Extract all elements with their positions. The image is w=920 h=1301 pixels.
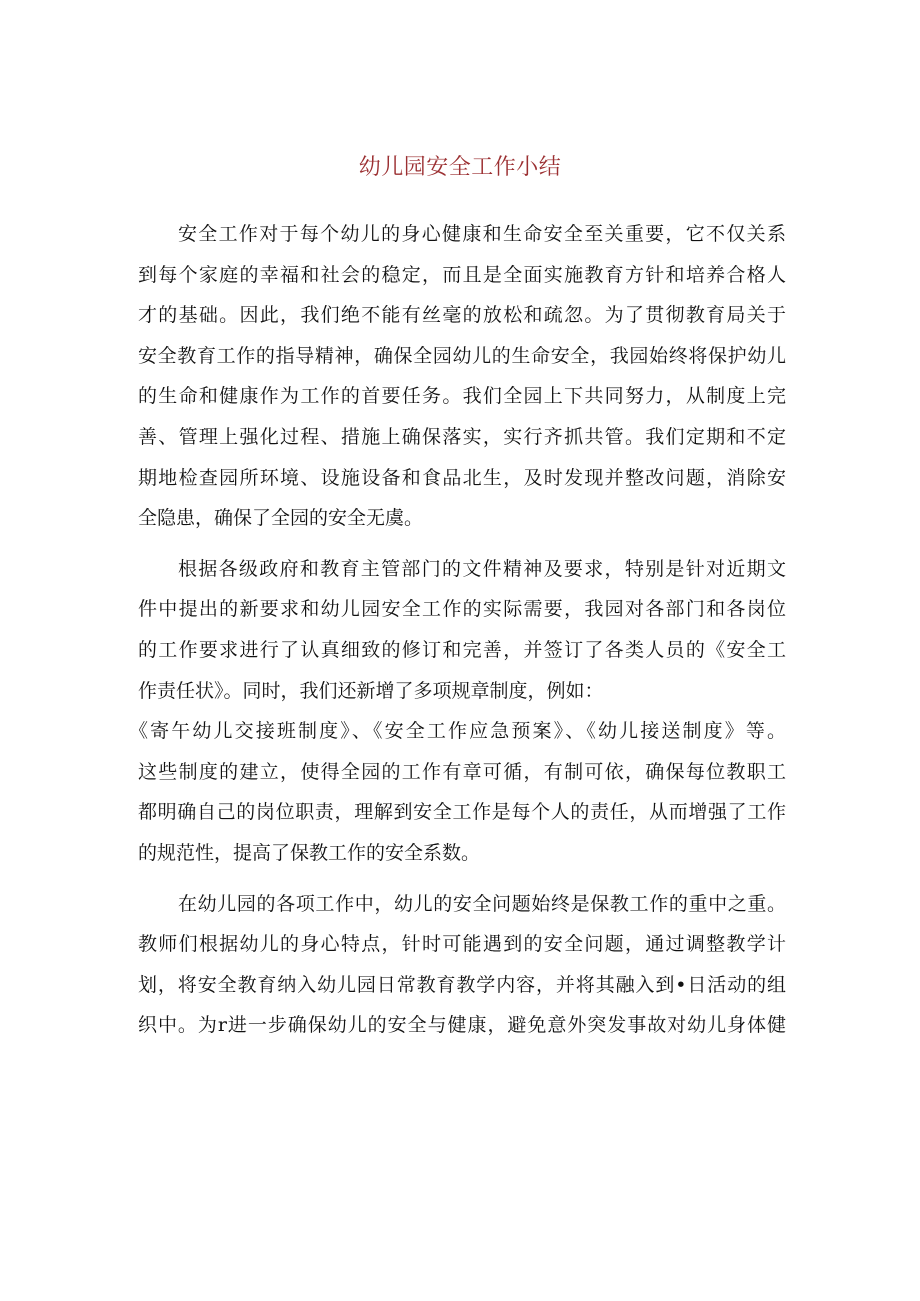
document-title: 幼儿园安全工作小结 xyxy=(358,155,562,180)
text-line: 织中。为r进一步确保幼儿的安全与健康，避免意外突发事故对幼儿身体健 xyxy=(138,1014,786,1037)
text-line: 才的基础。因此，我们绝不能有丝毫的放松和疏忽。为了贯彻教育局关于 xyxy=(138,304,786,327)
text-line: 根据各级政府和教育主管部门的文件精神及要求，特别是针对近期文 xyxy=(178,557,786,580)
document-body xyxy=(129,214,786,1046)
text-line: 的工作要求进行了认真细致的修订和完善，并签订了各类人员的《安全工 xyxy=(138,638,786,661)
text-line: 这些制度的建立，使得全园的工作有章可循，有制可依，确保每位教职工 xyxy=(138,760,786,783)
text-line: 教师们根据幼儿的身心特点，针时可能遇到的安全问题，通过调整教学计 xyxy=(138,933,786,956)
text-line: 善、管理上强化过程、措施上确保落实，实行齐抓共管。我们定期和不定 xyxy=(138,425,786,448)
paragraph-gap xyxy=(138,874,786,884)
paragraph-1 xyxy=(138,214,786,539)
text-line: 在幼儿园的各项工作中，幼儿的安全问题始终是保教工作的重中之重。 xyxy=(178,892,786,915)
text-line: 安全教育工作的指导精神，确保全园幼儿的生命安全，我园始终将保护幼儿 xyxy=(138,344,786,367)
text-line: 的生命和健康作为工作的首要任务。我们全园上下共同努力，从制度上完 xyxy=(138,385,786,408)
text-line: 全隐患，确保了全园的安全无虞。 xyxy=(138,507,424,530)
text-line: 安全工作对于每个幼儿的身心健康和生命安全至关重要，它不仅关系 xyxy=(178,223,786,245)
text-line: 都明确自己的岗位职责，理解到安全工作是每个人的责任，从而增强了工作 xyxy=(138,801,786,824)
paragraph-3 xyxy=(138,884,786,1046)
text-line: 《寄午幼儿交接班制度》、《安全工作应急预案》、《幼儿接送制度》等。 xyxy=(129,720,786,743)
text-line: 的规范性，提高了保教工作的安全系数。 xyxy=(138,841,481,864)
paragraph-2 xyxy=(129,549,786,874)
text-line: 期地检查园所环境、设施设备和食品北生，及时发现并整改问题，消除安 xyxy=(138,466,786,489)
text-line: 作责任状》。同时，我们还新增了多项规章制度，例如： xyxy=(138,679,604,702)
text-line: 件中提出的新要求和幼儿园安全工作的实际需要，我园对各部门和各岗位 xyxy=(138,598,786,621)
text-line: 划，将安全教育纳入幼儿园日常教育教学内容，并将其融入到•日活动的组 xyxy=(138,973,786,996)
text-line: 到每个家庭的幸福和社会的稳定，而且是全面实施教育方针和培养合格人 xyxy=(138,263,786,286)
paragraph-gap xyxy=(138,539,786,549)
